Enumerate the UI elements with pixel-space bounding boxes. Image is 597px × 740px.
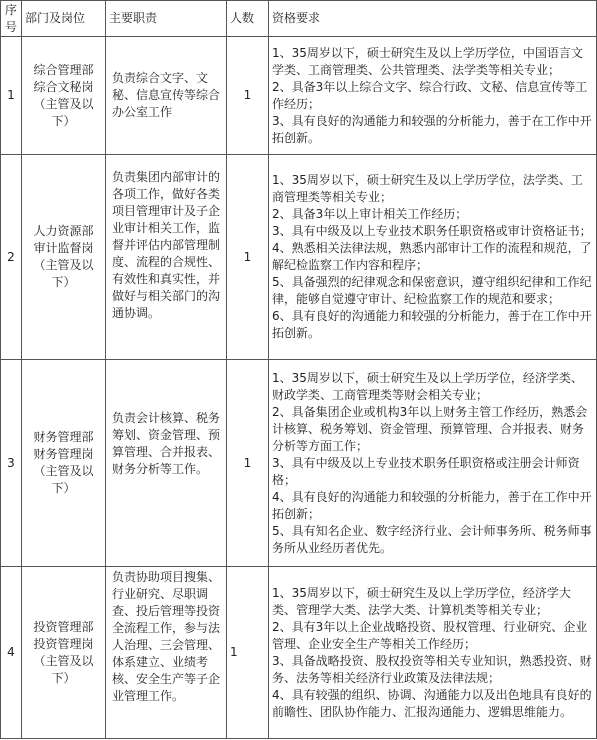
requirement-item: 4、具有较强的组织、协调、沟通能力以及出色地具有良好的前瞻性、团队协作能力、汇报沟通能力、逻辑思维能力。: [272, 687, 592, 719]
row-duty: 负责集团内部审计的各项工作，做好各类项目管理审计及子企业审计相关工作，监督并评估内部管理制度、流程的合规性、有效性和真实性，并做好与相关部门的沟通协调。: [106, 155, 227, 360]
table-row: [1, 155, 597, 360]
row-count: 1: [227, 37, 269, 155]
requirement-item: 3、具有良好的沟通能力和较强的分析能力，善于在工作中开拓创新。: [272, 113, 592, 145]
requirement-item: 4、具有良好的沟通能力和较强的分析能力，善于在工作中开拓创新；: [272, 489, 592, 521]
row-dept: 投资管理部投资管理岗（主管及以下）: [22, 567, 106, 739]
table-row: [1, 37, 597, 155]
header-req: 资格要求: [269, 1, 597, 37]
table-row: [1, 567, 597, 739]
header-count: 人数: [227, 1, 269, 37]
requirement-item: 4、熟悉相关法律法规，熟悉内部审计工作的流程和规范，了解纪检监察工作内容和程序；: [272, 241, 592, 272]
requirement-item: 5、具有知名企业、数字经济行业、会计师事务所、税务师事务所从业经历者优先。: [272, 523, 592, 555]
row-no: 2: [1, 155, 22, 360]
requirement-item: 2、具备3年以上综合文字、综合行政、文秘、信息宣传等工作经历；: [272, 79, 588, 111]
row-duty: 负责协助项目搜集、行业研究、尽职调查、投后管理等投资全流程工作，参与法人治理、三会管理、体系建立、业绩考核、安全生产等子企业管理工作。: [106, 567, 227, 739]
requirement-item: 1、35周岁以下，硕士研究生及以上学历学位，经济学类、财政学类、工商管理类等财会相关专业；: [272, 370, 583, 402]
requirement-item: 3、具有中级及以上专业技术职务任职资格或审计资格证书；: [272, 224, 592, 238]
row-requirements: [269, 360, 597, 567]
row-duty: 负责综合文字、文秘、信息宣传等综合办公室工作: [106, 37, 227, 155]
row-dept: 人力资源部审计监督岗（主管及以下）: [22, 155, 106, 360]
table-header-row: [1, 1, 597, 37]
requirement-item: 1、35周岁以下，硕士研究生及以上学历学位，法学类、工商管理类等相关专业；: [272, 173, 583, 204]
header-no: 序号: [1, 1, 22, 37]
requirement-item: 2、具有3年以上企业战略投资、股权管理、行业研究、企业管理、企业安全生产等相关工作经历；: [272, 619, 588, 651]
row-dept: 财务管理部财务管理岗（主管及以下）: [22, 360, 106, 567]
row-count: 1: [227, 155, 269, 360]
requirement-item: 6、具有良好的沟通能力和较强的分析能力，善于在工作中开拓创新。: [272, 309, 592, 340]
row-requirements: [269, 155, 597, 360]
requirement-item: 5、具备强烈的纪律观念和保密意识，遵守组织纪律和工作纪律，能够自觉遵守审计、纪检监察工作的规范和要求；: [272, 275, 592, 306]
header-duty: 主要职责: [106, 1, 227, 37]
requirement-item: 2、具备集团企业或机构3年以上财务主管工作经历，熟悉会计核算、税务筹划、资金管理、预算管理、合并报表、财务分析等方面工作；: [272, 404, 588, 453]
requirement-item: 2、具备3年以上审计相关工作经历；: [272, 207, 468, 221]
row-no: 1: [1, 37, 22, 155]
requirement-item: 1、35周岁以下，硕士研究生及以上学历学位，经济学大类、管理学大类、法学大类、计算机类等相关专业；: [272, 585, 571, 617]
requirement-item: 3、具备战略投资、股权投资等相关专业知识，熟悉投资、财务、法务等相关经济行业政策及法律法规；: [272, 653, 592, 685]
row-count: 1: [227, 567, 269, 739]
row-dept: 综合管理部综合文秘岗（主管及以下）: [22, 37, 106, 155]
row-duty: 负责会计核算、税务筹划、资金管理、预算管理、合并报表、财务分析等工作。: [106, 360, 227, 567]
row-count: 1: [227, 360, 269, 567]
header-dept: 部门及岗位: [22, 1, 106, 37]
requirement-item: 1、35周岁以下，硕士研究生及以上学历学位，中国语言文学类、工商管理类、公共管理类、法学类等相关专业；: [272, 45, 583, 77]
row-requirements: [269, 37, 597, 155]
requirement-item: 3、具有中级及以上专业技术职务任职资格或注册会计师资格；: [272, 455, 580, 487]
row-requirements: [269, 567, 597, 739]
row-no: 4: [1, 567, 22, 739]
table-row: [1, 360, 597, 567]
row-no: 3: [1, 360, 22, 567]
